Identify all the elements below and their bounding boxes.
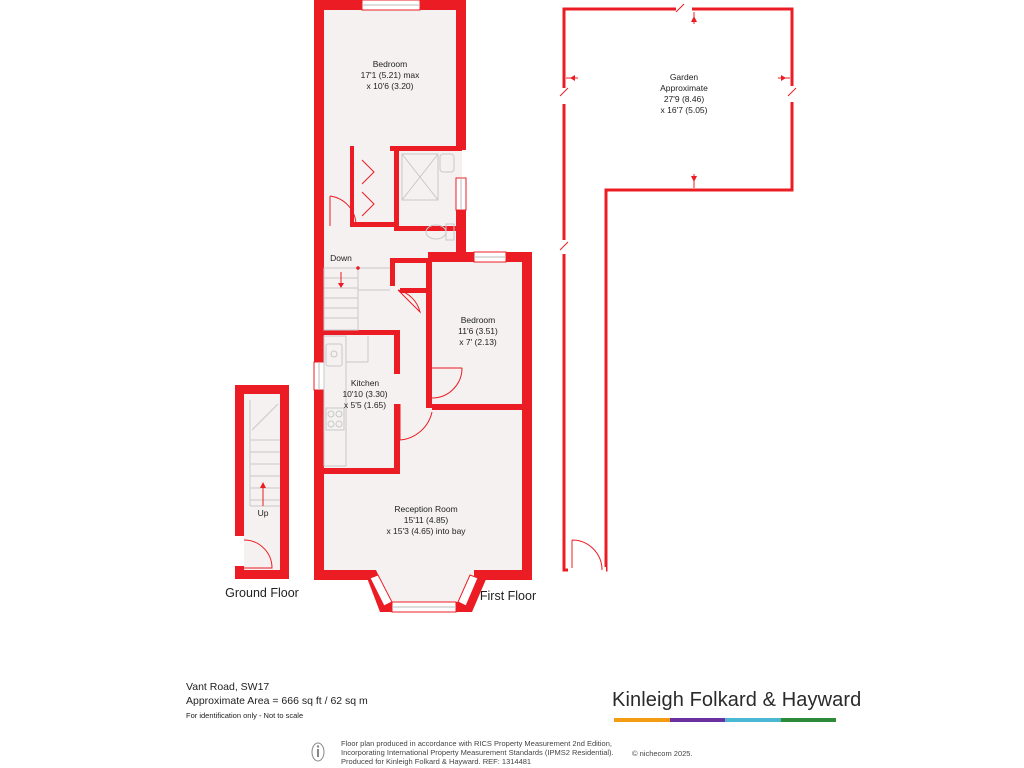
brand-bar-segment-1: [614, 718, 670, 722]
bedroom1-dim2: x 10'6 (3.20): [366, 81, 414, 91]
garden-approx: Approximate: [660, 83, 708, 93]
first-floor-label: First Floor: [479, 589, 537, 603]
reception-name: Reception Room: [394, 504, 458, 514]
garden-dim1: 27'9 (8.46): [663, 94, 705, 104]
footer-copyright: © nichecom 2025.: [632, 749, 693, 758]
ground-door-gap: [235, 536, 244, 566]
brand-bar-segment-4: [781, 718, 837, 722]
garden-name: Garden: [669, 72, 699, 82]
reception-dim1: 15'11 (4.85): [403, 515, 449, 525]
reception-dim2: x 15'3 (4.65) into bay: [386, 526, 466, 536]
ground-floor-label: Ground Floor: [225, 586, 299, 600]
address: Vant Road, SW17: [186, 681, 270, 693]
brand-color-bar: [614, 718, 836, 722]
bedroom2-dim2: x 7' (2.13): [459, 337, 497, 347]
bedroom1-name: Bedroom: [372, 59, 408, 69]
kitchen-dim2: x 5'5 (1.65): [343, 400, 387, 410]
bedroom2-dim1: 11'6 (3.51): [458, 326, 498, 336]
kitchen-dim1: 10'10 (3.30): [342, 389, 388, 399]
approximate-area: Approximate Area = 666 sq ft / 62 sq m: [186, 694, 368, 707]
ground-floor-plan: [235, 385, 289, 579]
disclaimer-note: For identification only - Not to scale: [186, 711, 304, 720]
property-info: [186, 682, 368, 720]
ipms-logo-icon: [311, 742, 325, 762]
footer-line-2: Incorporating International Property Measurement Standards (IPMS2 Residential).: [341, 748, 614, 757]
footer-line-1: Floor plan produced in accordance with RICS Property Measurement 2nd Edition,: [341, 739, 612, 748]
first-floor-plan: [314, 0, 532, 612]
bedroom1-dim1: 17'1 (5.21) max: [360, 70, 420, 80]
stairs-down-label: Down: [330, 253, 352, 263]
brand-bar-segment-2: [670, 718, 726, 722]
garden-dim2: x 16'7 (5.05): [660, 105, 708, 115]
bedroom2-name: Bedroom: [460, 315, 496, 325]
footer-text: [341, 739, 614, 766]
footer-line-3: Produced for Kinleigh Folkard & Hayward. REF: 1314481: [341, 757, 532, 766]
garden-plan: [560, 4, 796, 573]
brand-name: Kinleigh Folkard & Hayward: [612, 689, 862, 711]
stairs-up-label: Up: [257, 508, 269, 518]
kitchen-name: Kitchen: [350, 378, 380, 388]
brand-bar-segment-3: [725, 718, 781, 722]
garden-labels: [660, 72, 708, 115]
